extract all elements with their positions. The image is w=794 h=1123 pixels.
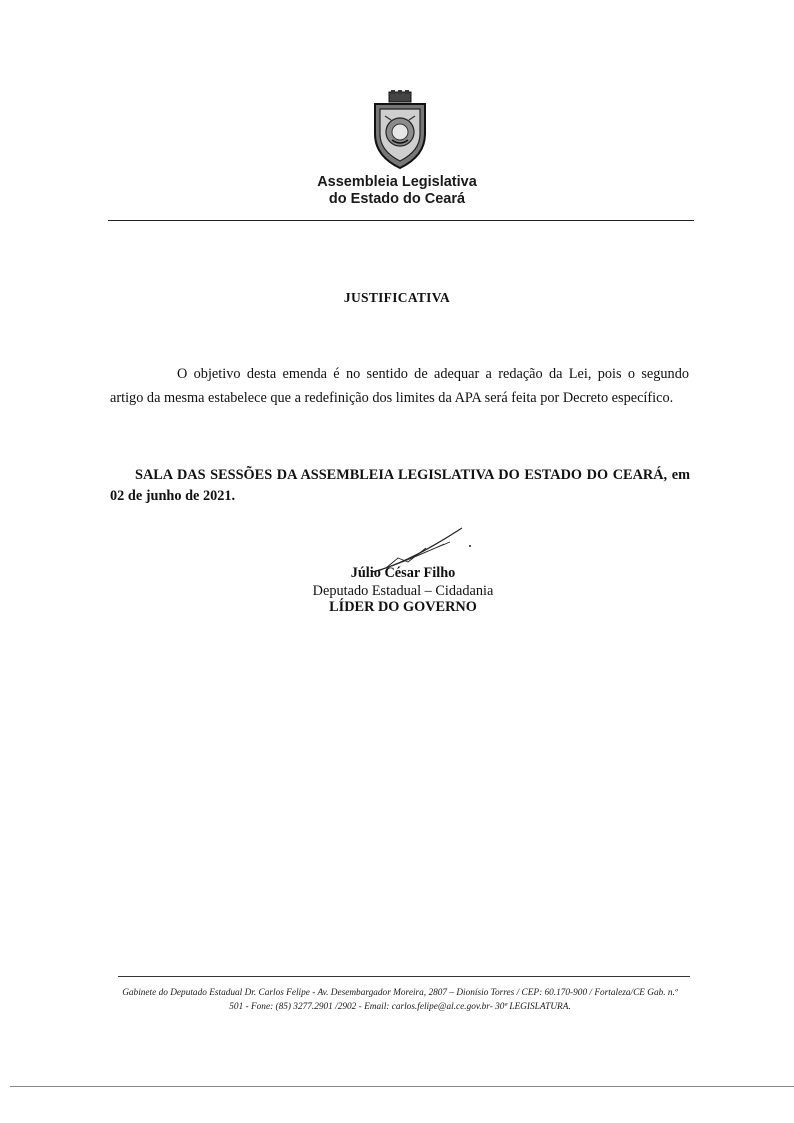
signatory-role: Deputado Estadual – Cidadania xyxy=(312,583,494,599)
page-bottom-rule xyxy=(10,1086,794,1087)
signatory-title: LÍDER DO GOVERNO xyxy=(329,599,477,615)
closing-statement-line-1: SALA DAS SESSÕES DA ASSEMBLEIA LEGISLATIVA DO ESTADO DO CEARÁ, em xyxy=(135,467,690,483)
footer-divider xyxy=(118,976,690,977)
institution-name: Assembleia Legislativa xyxy=(317,174,477,190)
coat-of-arms-icon xyxy=(369,90,431,170)
justification-paragraph-line-1: O objetivo desta emenda é no sentido de adequar a redação da Lei, pois o segundo xyxy=(177,366,689,382)
institution-subtitle: do Estado do Ceará xyxy=(328,191,466,207)
header-divider xyxy=(108,220,694,221)
closing-date: 02 de junho de 2021. xyxy=(110,488,236,504)
document-heading: JUSTIFICATIVA xyxy=(343,290,451,305)
justification-paragraph-line-2: artigo da mesma estabelece que a redefinição dos limites da APA será feita por Decreto específico. xyxy=(110,390,674,406)
signatory-name: Júlio César Filho xyxy=(350,565,456,581)
footer-address-line-2: 501 - Fone: (85) 3277.2901 /2902 - Email: carlos.felipe@al.ce.gov.br- 30ª LEGISLATURA. xyxy=(229,1002,571,1012)
footer-address-line-1: Gabinete do Deputado Estadual Dr. Carlos Felipe - Av. Desembargador Moreira, 2807 – Dionísio Torres / CEP: 60.170-900 / Fortaleza/CE Gab. n.º xyxy=(122,988,678,998)
